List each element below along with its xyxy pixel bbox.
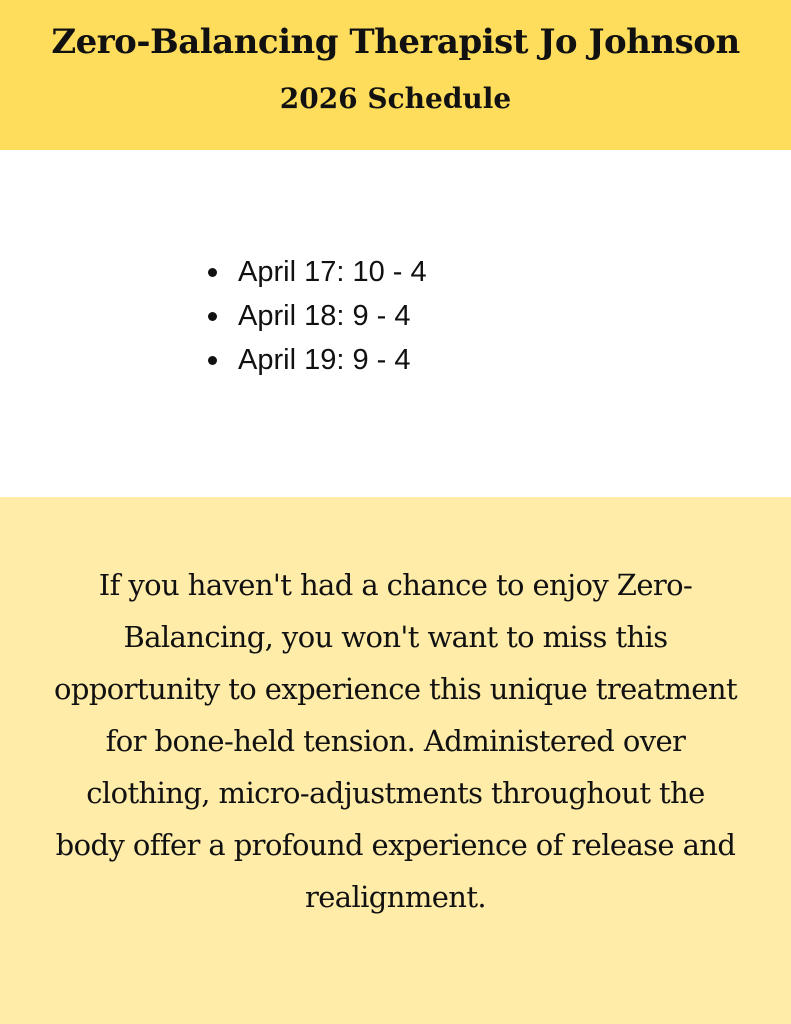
- schedule-item-april-19: [206, 338, 427, 382]
- schedule-item-text: April 18: 9 - 4: [238, 300, 411, 332]
- schedule-year-heading: 2026 Schedule: [279, 82, 512, 115]
- bullet-icon: [208, 312, 217, 321]
- schedule-list: [206, 250, 427, 382]
- schedule-item-text: April 19: 9 - 4: [238, 344, 411, 376]
- page-title: Zero-Balancing Therapist Jo Johnson: [51, 22, 740, 62]
- schedule-item-april-18: [206, 294, 427, 338]
- schedule-item-april-17: [206, 250, 427, 294]
- bullet-icon: [208, 356, 217, 365]
- description-paragraph: If you haven't had a chance to enjoy Zero-Balancing, you won't want to miss this opportunity to experience this unique treatment for bone-held tension. Administered over clothing, micro-adjustments throughout the body offer a profound experience of release and realignment.: [54, 568, 737, 914]
- description-section: [0, 497, 791, 1024]
- schedule-section: [0, 150, 791, 497]
- bullet-icon: [208, 268, 217, 277]
- header-banner: [0, 0, 791, 150]
- schedule-item-text: April 17: 10 - 4: [238, 256, 427, 288]
